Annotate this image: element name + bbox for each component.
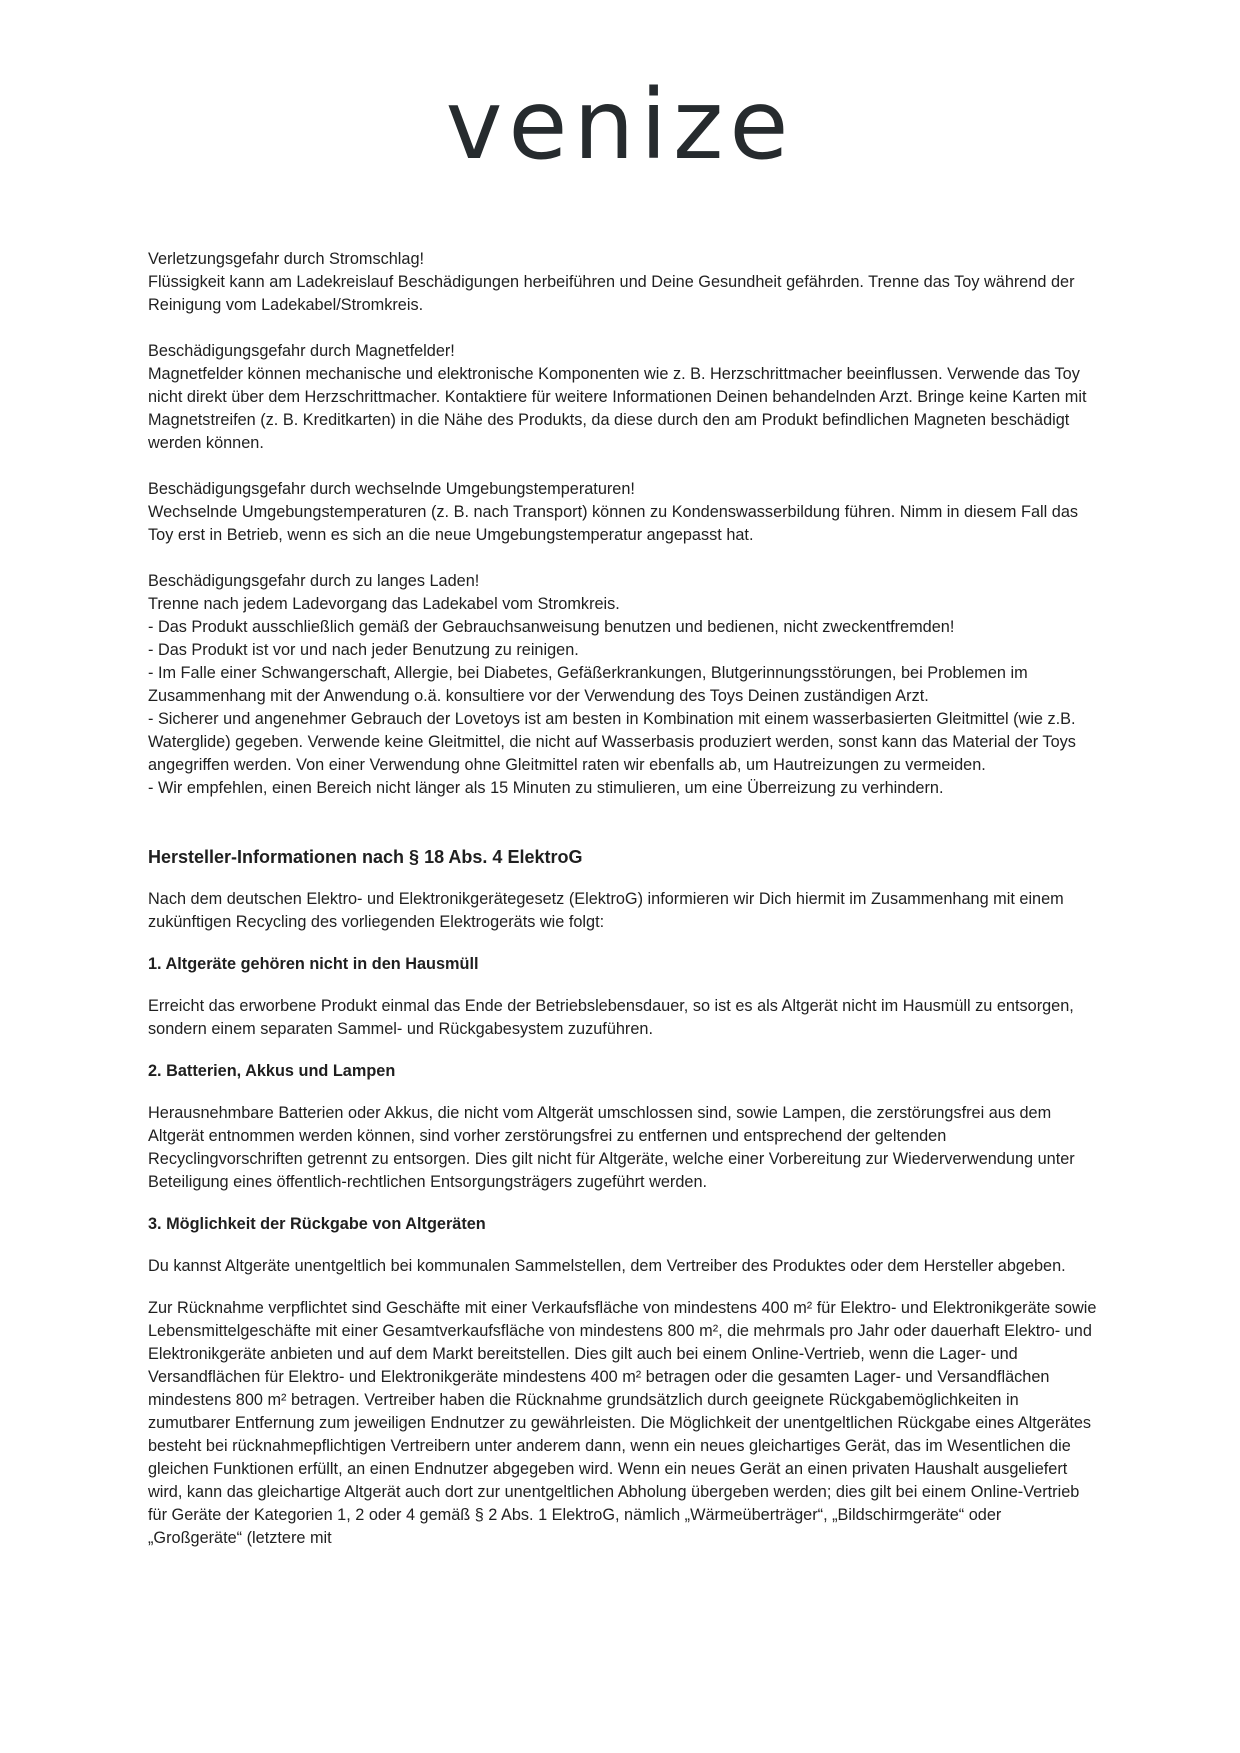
- section-paragraph: Zur Rücknahme verpflichtet sind Geschäfte mit einer Verkaufsfläche von mindestens 400 m² für Elektro- und Elektronikgeräte sowie Lebensmittelgeschäfte mit einer Gesamtverkaufsfläche von mindestens 800 m², die mehrmals pro Jahr oder dauerhaft Elektro- und Elektronikgeräte anbieten und auf dem Markt bereitstellen. Dies gilt auch bei einem Online-Vertrieb, wenn die Lager- und Versandflächen für Elektro- und Elektronikgeräte mindestens 400 m² betragen oder die gesamten Lager- und Versandflächen mindestens 800 m² betragen. Vertreiber haben die Rücknahme grundsätzlich durch geeignete Rückgabemöglichkeiten in zumutbarer Entfernung zum jeweiligen Endnutzer zu gewährleisten. Die Möglichkeit der unentgeltlichen Rückgabe eines Altgerätes besteht bei rücknahmepflichtigen Vertreibern unter anderem dann, wenn ein neues gleichartiges Gerät, das im Wesentlichen die gleichen Funktionen erfüllt, an einen Endnutzer abgegeben wird. Wenn ein neues Gerät an einen privaten Haushalt ausgeliefert wird, kann das gleichartige Altgerät auch dort zur unentgeltlichen Abholung übergeben werden; dies gilt bei einem Online-Vertrieb für Geräte der Kategorien 1, 2 oder 4 gemäß § 2 Abs. 1 ElektroG, nämlich „Wärmeüberträger“, „Bildschirmgeräte“ oder „Großgeräte“ (letztere mit: [148, 1299, 1097, 1547]
- list-item: - Das Produkt ist vor und nach jeder Benutzung zu reinigen.: [148, 641, 579, 659]
- list-item: - Wir empfehlen, einen Bereich nicht länger als 15 Minuten zu stimulieren, um eine Überreizung zu verhindern.: [148, 779, 944, 797]
- logo-wordmark: venize: [445, 69, 795, 176]
- section-title: 2. Batterien, Akkus und Lampen: [148, 1062, 396, 1080]
- manufacturer-intro: Nach dem deutschen Elektro- und Elektronikgerätegesetz (ElektroG) informieren wir Dich hiermit im Zusammenhang mit einem zukünftigen Recycling des vorliegenden Elektrogeräts wie folgt:: [148, 890, 1064, 931]
- section-paragraph: Erreicht das erworbene Produkt einmal das Ende der Betriebslebensdauer, so ist es als Altgerät nicht im Hausmüll zu entsorgen, sondern einem separaten Sammel- und Rückgabesystem zuzuführen.: [148, 997, 1074, 1038]
- section-paragraph: Herausnehmbare Batterien oder Akkus, die nicht vom Altgerät umschlossen sind, sowie Lampen, die zerstörungsfrei aus dem Altgerät entnommen werden können, sind vorher zerstörungsfrei zu entfernen und entsprechend der geltenden Recyclingvorschriften getrennt zu entsorgen. Dies gilt nicht für Altgeräte, welche einer Vorbereitung zur Wiederverwendung unter Beteiligung eines öffentlich-rechtlichen Entsorgungsträgers zugeführt werden.: [148, 1104, 1075, 1191]
- section-title: 3. Möglichkeit der Rückgabe von Altgeräten: [148, 1215, 486, 1233]
- warning-text: Wechselnde Umgebungstemperaturen (z. B. nach Transport) können zu Kondenswasserbildung führen. Nimm in diesem Fall das Toy erst in Betrieb, wenn es sich an die neue Umgebungstemperatur angepasst hat.: [148, 503, 1079, 544]
- list-item: - Im Falle einer Schwangerschaft, Allergie, bei Diabetes, Gefäßerkrankungen, Blutgerinnungsstörungen, bei Problemen im Zusammenhang mit der Anwendung o.ä. konsultiere vor der Verwendung des Toys Deinen zuständigen Arzt.: [148, 664, 1028, 705]
- warning-text: Flüssigkeit kann am Ladekreislauf Beschädigungen herbeiführen und Deine Gesundheit gefährden. Trenne das Toy während der Reinigung vom Ladekabel/Stromkreis.: [148, 273, 1075, 314]
- warning-electric-shock: [148, 248, 1098, 317]
- warning-charging: [148, 570, 1098, 800]
- manufacturer-heading: Hersteller-Informationen nach § 18 Abs. 4 ElektroG: [148, 847, 583, 867]
- warning-title: Beschädigungsgefahr durch zu langes Laden!: [148, 572, 480, 590]
- warning-temperature: [148, 478, 1098, 547]
- section-paragraph: Du kannst Altgeräte unentgeltlich bei kommunalen Sammelstellen, dem Vertreiber des Produktes oder dem Hersteller abgeben.: [148, 1257, 1066, 1275]
- list-item: - Sicherer und angenehmer Gebrauch der Lovetoys ist am besten in Kombination mit einem wasserbasierten Gleitmittel (wie z.B. Waterglide) gegeben. Verwende keine Gleitmittel, die nicht auf Wasserbasis produziert werden, sonst kann das Material der Toys angegriffen werden. Von einer Verwendung ohne Gleitmittel raten wir ebenfalls ab, um Hautreizungen zu vermeiden.: [148, 710, 1076, 774]
- section-title: 1. Altgeräte gehören nicht in den Hausmüll: [148, 955, 479, 973]
- warning-text: Magnetfelder können mechanische und elektronische Komponenten wie z. B. Herzschrittmacher beeinflussen. Verwende das Toy nicht direkt über dem Herzschrittmacher. Kontaktiere für weitere Informationen Deinen behandelnden Arzt. Bringe keine Karten mit Magnetstreifen (z. B. Kreditkarten) in die Nähe des Produkts, da diese durch den am Produkt befindlichen Magneten beschädigt werden können.: [148, 365, 1087, 452]
- warning-title: Beschädigungsgefahr durch wechselnde Umgebungstemperaturen!: [148, 480, 635, 498]
- warning-title: Beschädigungsgefahr durch Magnetfelder!: [148, 342, 455, 360]
- warning-title: Verletzungsgefahr durch Stromschlag!: [148, 250, 425, 268]
- logo-graphic: [380, 66, 860, 176]
- warning-magnetic-fields: [148, 340, 1098, 455]
- document-body: [148, 248, 1098, 1569]
- venize-logo: [0, 66, 1240, 176]
- warning-text: Trenne nach jedem Ladevorgang das Ladekabel vom Stromkreis.: [148, 595, 620, 613]
- list-item: - Das Produkt ausschließlich gemäß der Gebrauchsanweisung benutzen und bedienen, nicht zweckentfremden!: [148, 618, 955, 636]
